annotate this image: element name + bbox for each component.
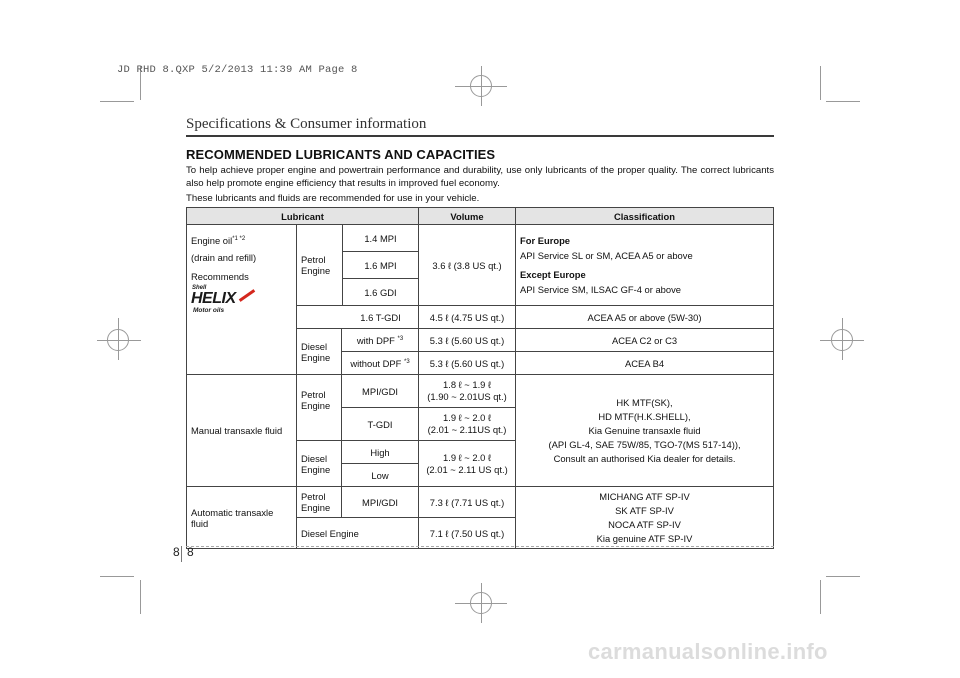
- manual-classification: [516, 375, 774, 487]
- table-row: [187, 487, 774, 518]
- automatic-vol-petrol: 7.3 ℓ (7.71 US qt.): [419, 487, 516, 518]
- automatic-petrol-label: Petrol Engine: [297, 487, 342, 518]
- automatic-cls-4: Kia genuine ATF SP-IV: [596, 532, 693, 544]
- manual-cls-3: Kia Genuine transaxle fluid: [588, 424, 701, 436]
- engine-16gdi: 1.6 GDI: [364, 286, 397, 298]
- footnote-marker: *3: [397, 335, 404, 342]
- classification-tgdi: ACEA A5 or above (5W-30): [516, 306, 774, 329]
- logo-x-accent: [239, 289, 255, 302]
- header-lubricant: Lubricant: [187, 208, 419, 225]
- cls-except: API Service SM, ILSAC GF-4 or above: [520, 284, 682, 295]
- logo-sub: Motor oils: [193, 307, 225, 314]
- registration-mark: [455, 603, 507, 604]
- header-classification: Classification: [516, 208, 774, 225]
- registration-mark: [97, 340, 141, 341]
- automatic-diesel-label: Diesel Engine: [297, 518, 419, 549]
- page-footer-rule: [186, 546, 774, 547]
- manual-vol-mpi-2: (1.90 ~ 2.01US qt.): [427, 391, 507, 402]
- manual-cls-4: (API GL-4, SAE 75W/85, TGO-7(MS 517-14)),: [548, 438, 741, 450]
- manual-vol-tgdi-1: 1.9 ℓ ~ 2.0 ℓ: [443, 412, 492, 423]
- manual-diesel-label: Diesel Engine: [297, 441, 342, 487]
- registration-mark: [118, 318, 119, 360]
- footnote-marker: *1 *2: [232, 235, 246, 242]
- manual-high: High: [342, 441, 419, 464]
- manual-vol-mpi-1: 1.8 ℓ ~ 1.9 ℓ: [443, 379, 492, 390]
- header-volume: Volume: [419, 208, 516, 225]
- engine-16tgdi: 1.6 T-GDI: [297, 306, 419, 329]
- cls-except-heading: Except Europe: [520, 269, 586, 280]
- automatic-mpi: MPI/GDI: [342, 487, 419, 518]
- page-heading: RECOMMENDED LUBRICANTS AND CAPACITIES: [186, 147, 496, 162]
- manual-vol-tgdi-cell: [419, 408, 516, 441]
- automatic-cls-1: MICHANG ATF SP-IV: [599, 490, 690, 502]
- manual-vol-mpi-cell: [419, 375, 516, 408]
- manual-vol-diesel-cell: [419, 441, 516, 487]
- engine-oil-sub: (drain and refill): [191, 252, 257, 263]
- with-dpf-cell: [342, 329, 419, 352]
- crop-mark: [100, 101, 134, 102]
- registration-mark: [842, 318, 843, 360]
- manual-transaxle-label: Manual transaxle fluid: [187, 375, 297, 487]
- crop-mark: [826, 576, 860, 577]
- manual-petrol-label: Petrol Engine: [297, 375, 342, 441]
- engine-oil-cell: [187, 225, 297, 375]
- automatic-transaxle-label: Automatic transaxle fluid: [187, 487, 297, 549]
- crop-mark: [820, 66, 821, 100]
- manual-cls-5: Consult an authorised Kia dealer for details.: [553, 452, 736, 464]
- engine-14mpi: 1.4 MPI: [343, 225, 419, 252]
- table-row: [297, 225, 418, 252]
- lubricants-table: [186, 207, 774, 549]
- footer-watermark: carmanualsonline.info: [588, 639, 828, 664]
- automatic-cls-2: SK ATF SP-IV: [615, 504, 674, 516]
- volume-nodpf: 5.3 ℓ (5.60 US qt.): [419, 352, 516, 375]
- logo-name: HELIX: [191, 290, 236, 307]
- crop-mark: [100, 576, 134, 577]
- engine-oil-recommends: Recommends: [191, 271, 249, 282]
- without-dpf: without DPF: [350, 357, 402, 369]
- diesel-engine-label: Diesel Engine: [297, 329, 342, 375]
- logo-brand: Shell: [192, 285, 207, 291]
- registration-mark: [455, 86, 507, 87]
- petrol-subtable: [297, 225, 418, 305]
- section-rule: [186, 135, 774, 137]
- manual-vol-diesel-1: 1.9 ℓ ~ 2.0 ℓ: [443, 451, 492, 463]
- manual-cls-1: HK MTF(SK),: [616, 396, 673, 408]
- automatic-classification: [516, 487, 774, 549]
- table-row: [187, 375, 774, 408]
- manual-vol-diesel-2: (2.01 ~ 2.11 US qt.): [426, 463, 508, 475]
- automatic-cls-3: NOCA ATF SP-IV: [608, 518, 681, 530]
- volume-tgdi: 4.5 ℓ (4.75 US qt.): [419, 306, 516, 329]
- engine-16mpi: 1.6 MPI: [343, 252, 419, 279]
- without-dpf-cell: [342, 352, 419, 375]
- manual-mpi: MPI/GDI: [342, 375, 419, 408]
- engine-oil-label: Engine oil: [191, 235, 233, 246]
- classification-dpf: ACEA C2 or C3: [516, 329, 774, 352]
- section-title: Specifications & Consumer information: [186, 116, 427, 132]
- cls-europe-heading: For Europe: [520, 235, 571, 246]
- intro-text: [186, 165, 774, 206]
- petrol-engine-label: Petrol Engine: [297, 225, 343, 305]
- crop-mark: [820, 580, 821, 614]
- footnote-marker: *3: [404, 358, 410, 365]
- page-number: 8: [187, 545, 194, 559]
- printer-slug: JD RHD 8.QXP 5/2/2013 11:39 AM Page 8: [117, 64, 358, 76]
- manual-cls-2: HD MTF(H.K.SHELL),: [598, 410, 691, 422]
- manual-low: Low: [342, 464, 419, 487]
- classification-engine-oil: [516, 225, 774, 306]
- table-header-row: [187, 208, 774, 225]
- manual-vol-tgdi-2: (2.01 ~ 2.11US qt.): [427, 424, 507, 435]
- volume-mpi: 3.6 ℓ (3.8 US qt.): [419, 225, 516, 306]
- registration-mark: [820, 340, 864, 341]
- shell-helix-logo: [191, 285, 263, 315]
- automatic-vol-diesel: 7.1 ℓ (7.50 US qt.): [419, 518, 516, 549]
- classification-nodpf: ACEA B4: [516, 352, 774, 375]
- manual-tgdi: T-GDI: [342, 408, 419, 441]
- crop-mark: [140, 580, 141, 614]
- page-chapter-number: 8: [173, 545, 180, 559]
- intro-paragraph: To help achieve proper engine and powertrain performance and durability, use only lubricants of the proper quality. The correct lubricants also help promote engine efficiency that results in improved fuel economy.: [186, 165, 774, 189]
- table-row: [187, 225, 774, 252]
- intro-paragraph: These lubricants and fluids are recommended for use in your vehicle.: [186, 193, 480, 204]
- cls-europe: API Service SL or SM, ACEA A5 or above: [520, 250, 693, 261]
- petrol-engine-group: [297, 225, 419, 306]
- with-dpf: with DPF: [356, 334, 395, 346]
- crop-mark: [826, 101, 860, 102]
- volume-dpf: 5.3 ℓ (5.60 US qt.): [419, 329, 516, 352]
- page-number-divider: [181, 546, 182, 562]
